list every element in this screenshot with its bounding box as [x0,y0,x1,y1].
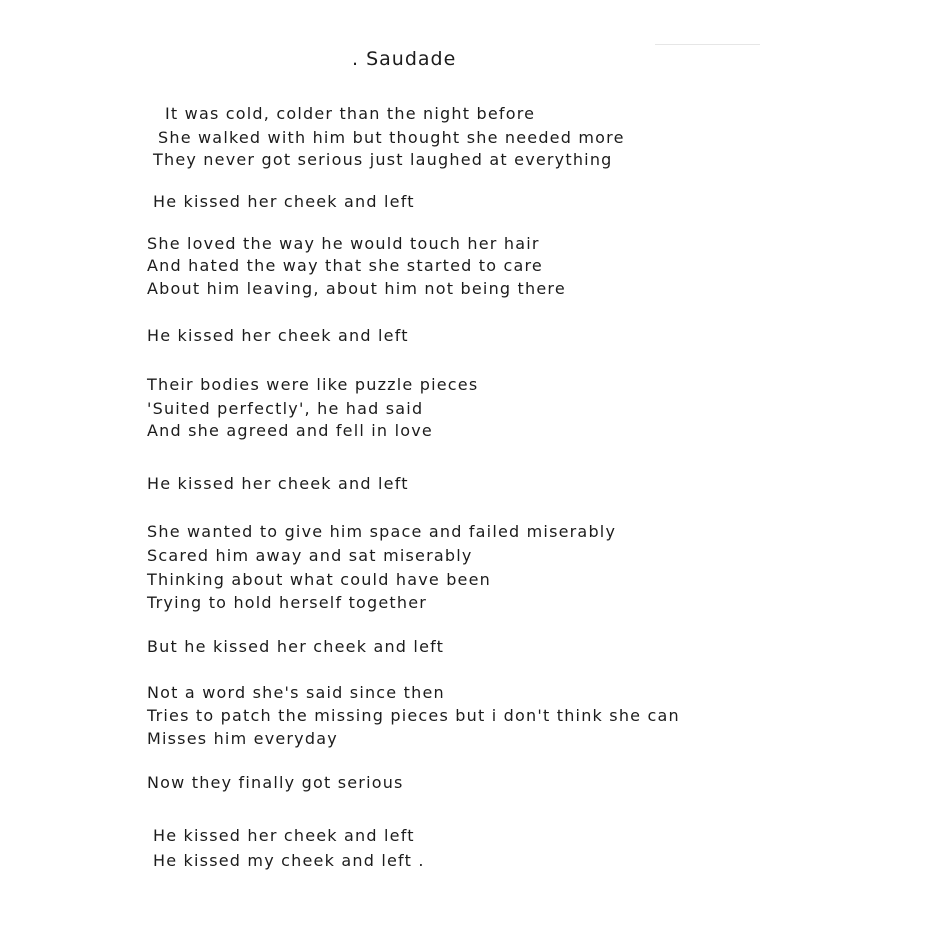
poem-closing-line: He kissed my cheek and left . [153,851,425,870]
poem-line: Scared him away and sat miserably [147,546,473,565]
poem-line: Trying to hold herself together [147,593,428,612]
poem-line: She walked with him but thought she needed more [158,128,625,147]
poem-line: They never got serious just laughed at everything [153,150,613,169]
poem-line: Not a word she's said since then [147,683,445,702]
poem-line: 'Suited perfectly', he had said [147,399,424,418]
poem-refrain: But he kissed her cheek and left [147,637,445,656]
poem-line: Misses him everyday [147,729,338,748]
poem-title: . Saudade [352,48,457,70]
paper-mark [655,44,760,45]
poem-line: And hated the way that she started to care [147,256,543,275]
poem-refrain: He kissed her cheek and left [147,474,409,493]
poem-line: She loved the way he would touch her hair [147,234,540,253]
poem-line: It was cold, colder than the night before [165,104,536,123]
poem-line: Tries to patch the missing pieces but i don't think she can [147,706,680,725]
poem-line: About him leaving, about him not being there [147,279,566,298]
poem-refrain: He kissed her cheek and left [153,826,415,845]
poem-line: She wanted to give him space and failed miserably [147,522,617,541]
poem-refrain: He kissed her cheek and left [147,326,409,345]
poem-line: And she agreed and fell in love [147,421,433,440]
poem-refrain: He kissed her cheek and left [153,192,415,211]
poem-line: Their bodies were like puzzle pieces [147,375,479,394]
poem-line: Now they finally got serious [147,773,404,792]
poem-line: Thinking about what could have been [147,570,491,589]
